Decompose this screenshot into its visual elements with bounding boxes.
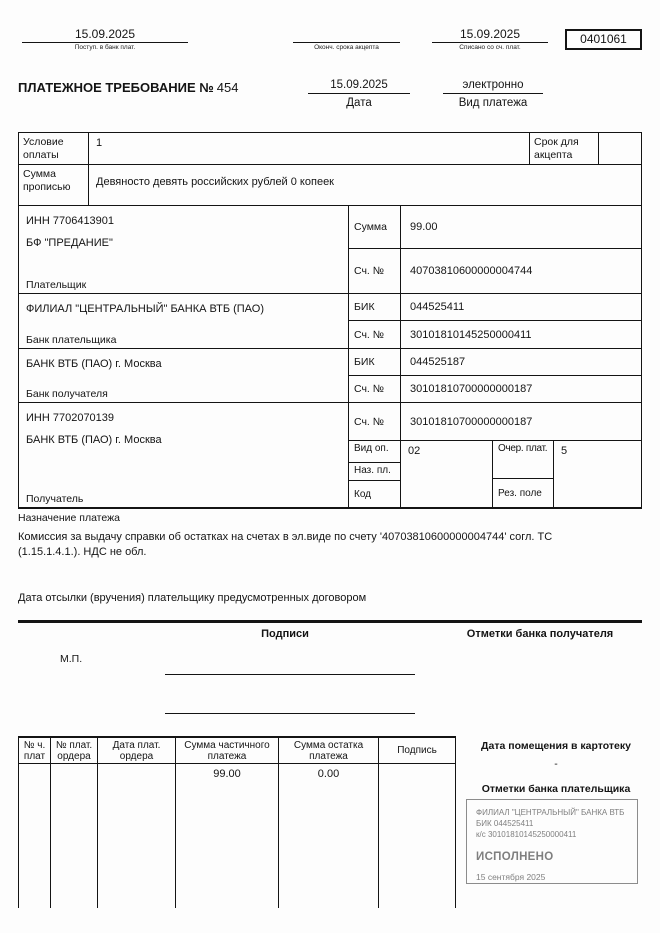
payee-bank-bik-label: БИК bbox=[349, 349, 401, 375]
queue-labels bbox=[493, 441, 554, 507]
ptable-cell bbox=[98, 764, 175, 768]
payee-bank-section-label: Банк получателя bbox=[26, 388, 108, 400]
stamp-status: ИСПОЛНЕНО bbox=[476, 851, 554, 863]
debited-from-account-field bbox=[432, 27, 548, 52]
ptable-cell-partial-sum: 99.00 bbox=[213, 768, 241, 780]
payee-section-label: Получатель bbox=[26, 493, 84, 505]
payer-bank-bik-label: БИК bbox=[349, 294, 401, 320]
rez-field-label: Рез. поле bbox=[498, 487, 542, 499]
payment-kind: электронно bbox=[443, 78, 543, 94]
payee-account-row bbox=[349, 403, 641, 441]
accept-term-label: Срок для акцепта bbox=[529, 133, 599, 164]
queue-value: 5 bbox=[561, 445, 568, 457]
payer-account-value: 40703810600000004744 bbox=[410, 265, 533, 277]
stamp-bank-name: ФИЛИАЛ "ЦЕНТРАЛЬНЫЙ" БАНКА ВТБ bbox=[476, 808, 625, 817]
ptable-col-part-number bbox=[18, 738, 51, 908]
condition-label: Условие оплаты bbox=[19, 133, 89, 164]
ptable-header: № плат. ордера bbox=[51, 738, 97, 764]
payee-bank-name: БАНК ВТБ (ПАО) г. Москва bbox=[26, 358, 162, 370]
payee-bank-bik-value: 044525187 bbox=[410, 356, 466, 368]
card-file-value: - bbox=[554, 758, 558, 770]
payer-name: БФ "ПРЕДАНИЕ" bbox=[26, 237, 113, 249]
document-number: 454 bbox=[216, 80, 239, 95]
purpose-label: Назначение платежа bbox=[18, 512, 120, 524]
form-code-box: 0401061 bbox=[565, 29, 642, 50]
parties-row bbox=[19, 206, 641, 507]
amount-words-label: Сумма прописью bbox=[19, 165, 89, 205]
operation-labels bbox=[349, 441, 401, 507]
payee-bank-bik-row bbox=[349, 349, 641, 376]
ptable-cell-rest-sum: 0.00 bbox=[317, 768, 340, 780]
ptable-cell bbox=[19, 764, 50, 768]
payer-bank-bik-row bbox=[349, 294, 641, 321]
document-date: 15.09.2025 bbox=[308, 78, 410, 94]
parties-column bbox=[19, 206, 349, 507]
payer-bank-account-row bbox=[349, 321, 641, 349]
payer-block bbox=[19, 206, 348, 294]
purpose-text: Комиссия за выдачу справки об остатках на счетах в эл.виде по счету '40703810600000004744' согл. ТС (1.15.1.4.1.). НДС не обл. bbox=[18, 531, 553, 558]
accept-deadline-field bbox=[293, 27, 400, 52]
received-label: Поступ. в банк плат. bbox=[74, 44, 136, 51]
payee-bank-account-value: 30101810700000000187 bbox=[410, 383, 533, 395]
document-title bbox=[18, 80, 238, 95]
amount-words-value: Девяносто девять российских рублей 0 копеек bbox=[96, 176, 334, 188]
document-date-label: Дата bbox=[346, 97, 372, 109]
operation-grid bbox=[349, 441, 641, 507]
payee-account-label: Сч. № bbox=[349, 403, 401, 440]
payer-bank-bik-value: 044525411 bbox=[410, 301, 465, 313]
ptable-header: Дата плат. ордера bbox=[98, 738, 175, 764]
debited-date: 15.09.2025 bbox=[432, 27, 548, 43]
dispatch-date-label: Дата отсылки (вручения) плательщику предусмотренных договором bbox=[18, 592, 367, 604]
accept-deadline-label: Оконч. срока акцепта bbox=[314, 44, 379, 51]
payee-bank-account-label: Сч. № bbox=[349, 376, 401, 402]
amount-words-row bbox=[19, 165, 641, 206]
signature-line-1 bbox=[165, 674, 415, 675]
sum-value: 99.00 bbox=[410, 221, 438, 233]
ptable-cell bbox=[51, 764, 97, 768]
debited-label: Списано со сч. плат. bbox=[459, 44, 521, 51]
payer-bank-section-label: Банк плательщика bbox=[26, 334, 117, 346]
ptable-col-order-number bbox=[51, 738, 98, 908]
payer-bank-marks-label: Отметки банка плательщика bbox=[481, 783, 631, 795]
execution-stamp bbox=[466, 799, 638, 884]
ptable-header: № ч. плат bbox=[19, 738, 50, 764]
ptable-cell bbox=[379, 764, 455, 768]
section-divider bbox=[18, 620, 642, 623]
ptable-col-rest-sum bbox=[279, 738, 379, 908]
condition-row bbox=[19, 133, 641, 165]
payee-bank-account-row bbox=[349, 376, 641, 403]
payment-kind-label: Вид платежа bbox=[458, 97, 528, 109]
received-date: 15.09.2025 bbox=[22, 27, 188, 43]
payer-account-row bbox=[349, 249, 641, 294]
code-label: Код bbox=[354, 488, 372, 500]
ptable-header: Сумма остатка платежа bbox=[279, 738, 378, 764]
stamp-corr-account: к/с 30101810145250000411 bbox=[476, 830, 577, 839]
document-date-field bbox=[308, 78, 410, 111]
payment-kind-field bbox=[443, 78, 543, 111]
signature-line-2 bbox=[165, 713, 415, 714]
ptable-col-signature bbox=[379, 738, 456, 908]
stamp-date: 15 сентября 2025 bbox=[476, 872, 546, 882]
payer-bank-block bbox=[19, 294, 348, 349]
op-kind-value: 02 bbox=[401, 441, 493, 507]
condition-value: 1 bbox=[96, 137, 103, 149]
received-in-bank-field bbox=[22, 27, 188, 52]
payer-bank-account-value: 30101810145250000411 bbox=[410, 328, 532, 341]
sum-label: Сумма bbox=[349, 206, 401, 248]
fields-column bbox=[349, 206, 641, 507]
stamp-place-label: М.П. bbox=[60, 653, 83, 665]
sum-field-row bbox=[349, 206, 641, 249]
op-kind-label: Вид оп. bbox=[349, 441, 400, 463]
payee-bank-block bbox=[19, 349, 348, 403]
payer-inn: ИНН 7706413901 bbox=[26, 215, 115, 227]
payee-block bbox=[19, 403, 348, 507]
naz-pl-label: Наз. пл. bbox=[349, 463, 400, 481]
payer-bank-name: ФИЛИАЛ "ЦЕНТРАЛЬНЫЙ" БАНКА ВТБ (ПАО) bbox=[26, 303, 264, 315]
ptable-col-partial-sum bbox=[176, 738, 279, 908]
partial-payments-table bbox=[18, 736, 456, 908]
payer-section-label: Плательщик bbox=[26, 279, 87, 291]
stamp-bik: БИК 044525411 bbox=[476, 819, 534, 828]
queue-label: Очер. плат. bbox=[493, 441, 553, 479]
card-file-label: Дата помещения в картотеку bbox=[481, 740, 631, 752]
signatures-title: Подписи bbox=[261, 628, 309, 640]
payee-inn: ИНН 7702070139 bbox=[26, 412, 115, 424]
accept-deadline-value bbox=[293, 27, 400, 43]
ptable-col-order-date bbox=[98, 738, 176, 908]
accept-term-value bbox=[599, 133, 641, 164]
payee-name: БАНК ВТБ (ПАО) г. Москва bbox=[26, 434, 162, 446]
payer-account-label: Сч. № bbox=[349, 249, 401, 293]
ptable-header: Сумма частичного платежа bbox=[176, 738, 278, 764]
payee-account-value: 30101810700000000187 bbox=[410, 415, 533, 428]
document-title-text: ПЛАТЕЖНОЕ ТРЕБОВАНИЕ № bbox=[18, 80, 214, 95]
payer-bank-account-label: Сч. № bbox=[349, 321, 401, 348]
requisites-table bbox=[18, 132, 642, 509]
recipient-bank-marks-label: Отметки банка получателя bbox=[466, 628, 614, 640]
ptable-header: Подпись bbox=[379, 738, 455, 764]
